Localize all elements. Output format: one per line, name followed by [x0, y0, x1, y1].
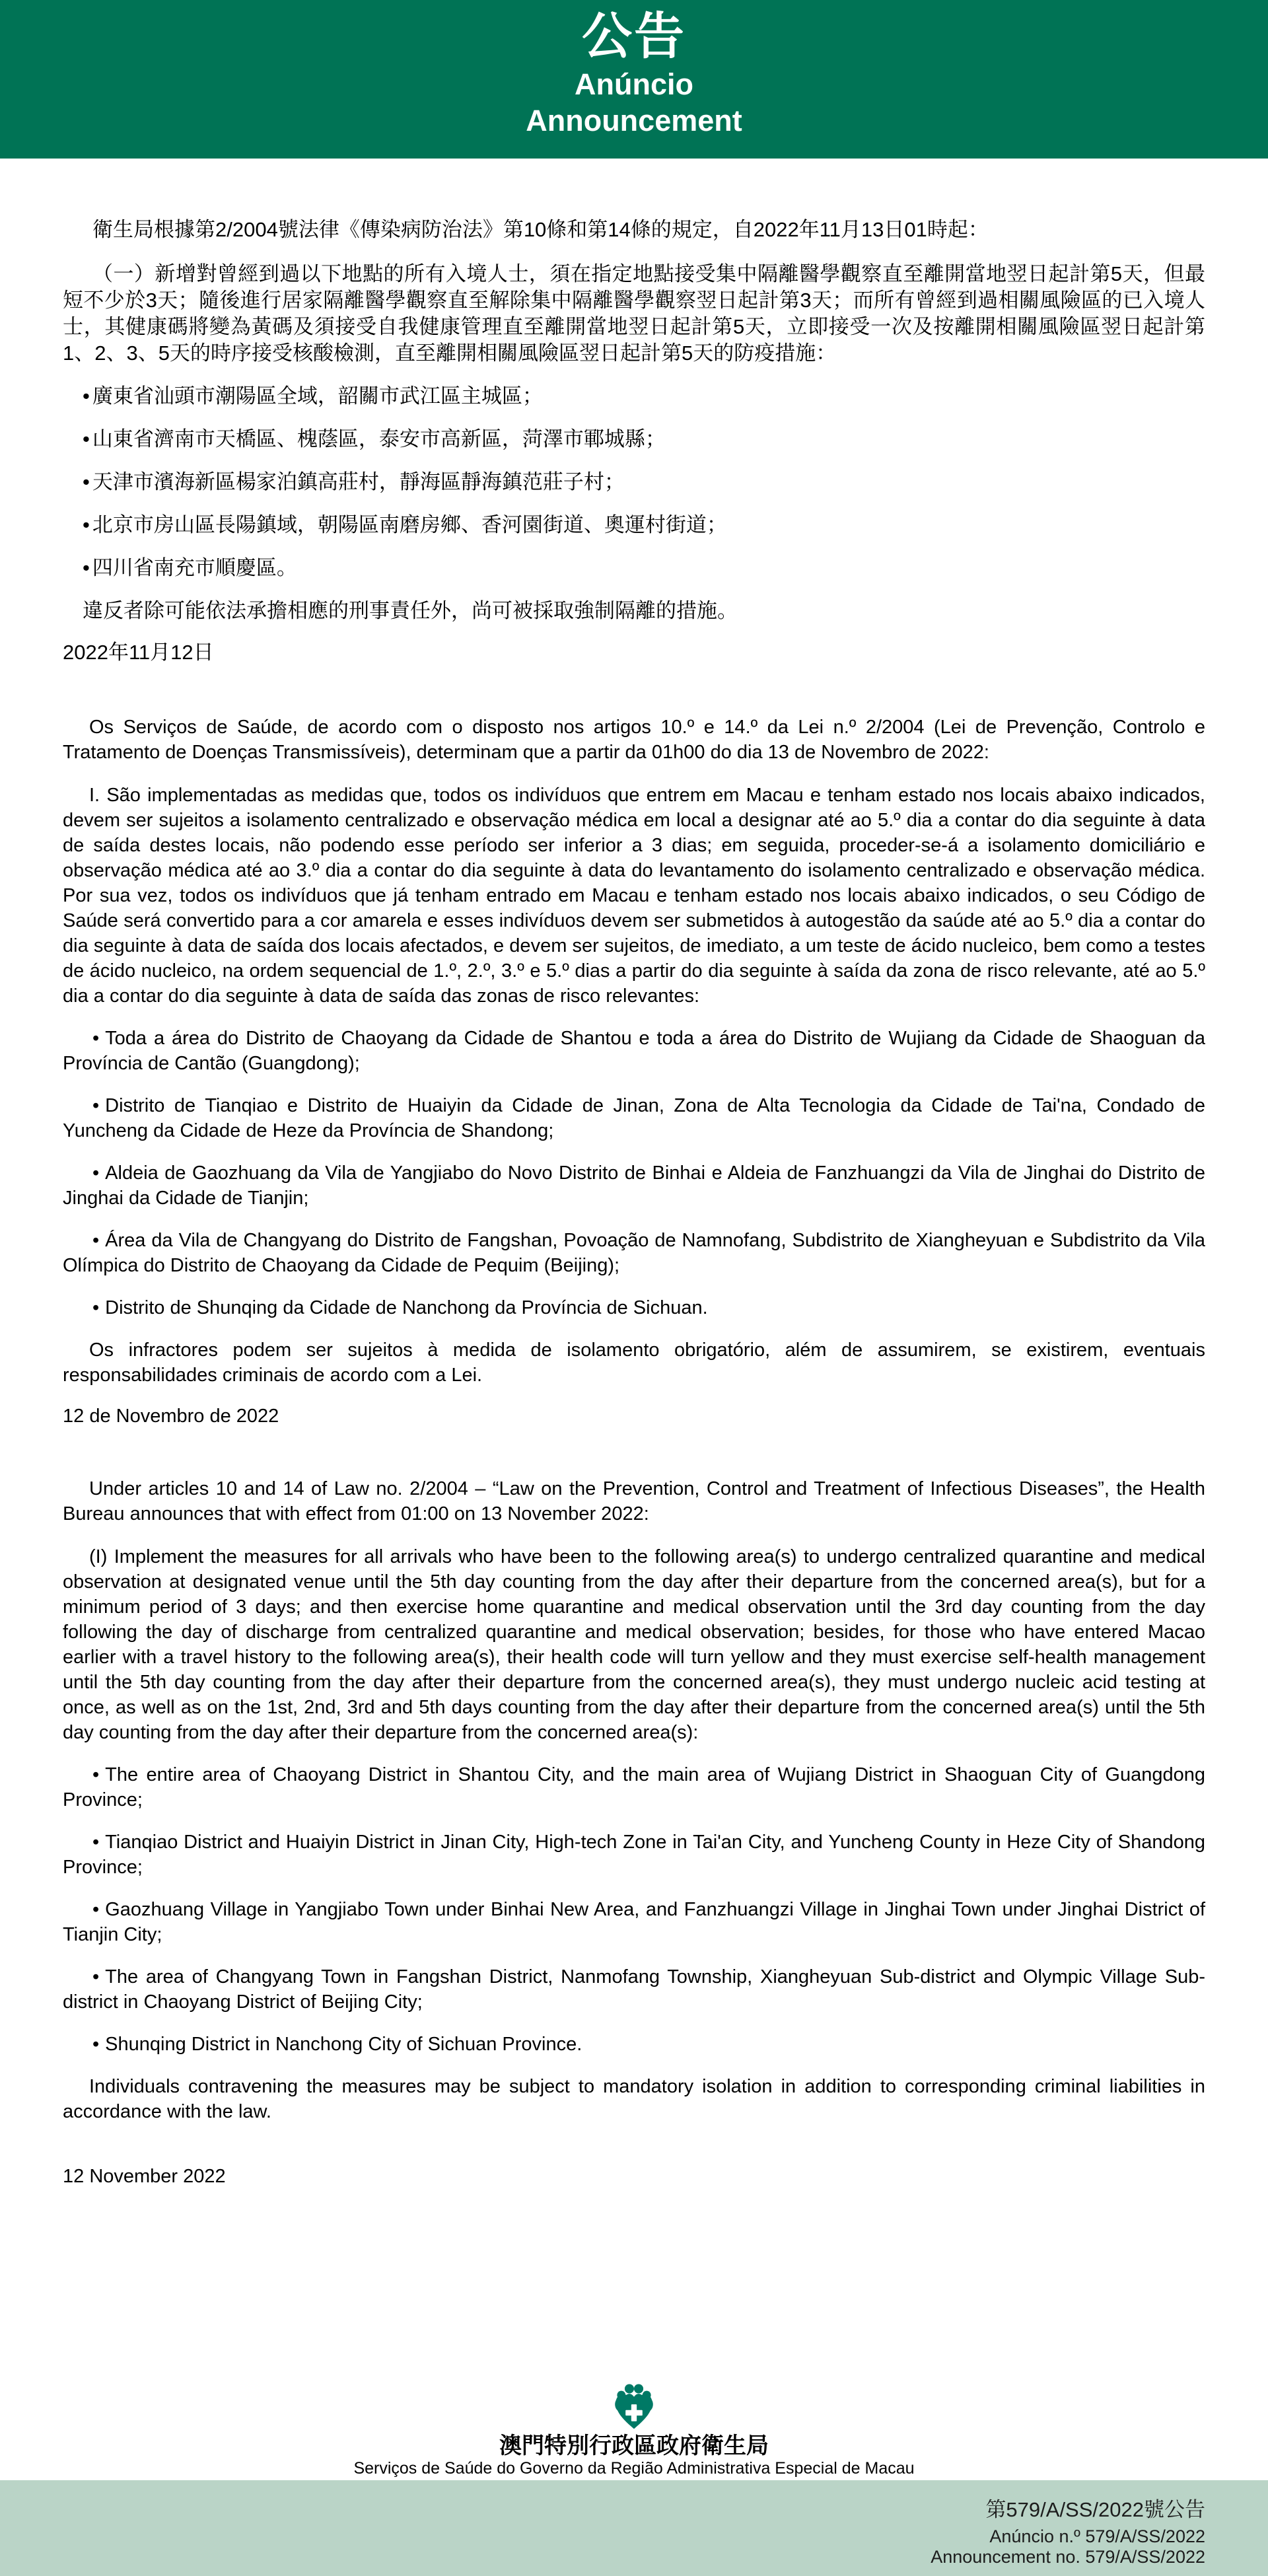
- en-measures-paragraph: (I) Implement the measures for all arrivals who have been to the following area(s) to undergo centralized quarantine and medical observation at designated venue until the 5th day counting from the day after their departure from the concerned area(s), but for a minimum period of 3 days; and then exercise home quarantine and medical observation until the 3rd day counting from the day following the day of discharge from centralized quarantine and medical observation; besides, for those who have entered Macao earlier with a travel history to the following area(s), their health code will turn yellow and they must exercise self-health management until the 5th day counting from the day after their departure from the concerned area(s), they must undergo nucleic acid testing at once, as well as on the 1st, 2nd, 3rd and 5th days counting from the day after their departure from the concerned area(s) until the 5th day counting from the day after their departure from the concerned area(s):: [63, 1546, 1205, 1743]
- bullet-icon: •: [92, 1966, 100, 1987]
- bullet-icon: •: [92, 1230, 100, 1251]
- zh-penalty-paragraph: 違反者除可能依法承擔相應的刑事責任外，尚可被採取強制隔離的措施。: [83, 599, 738, 622]
- bullet-icon: •: [92, 1163, 100, 1184]
- en-bullet-text: Gaozhuang Village in Yangjiabo Town under Binhai New Area, and Fanzhuangzi Village in Jinghai Town under Jinghai District of Tianjin City;: [63, 1899, 1205, 1945]
- pt-bullet-text: Toda a área do Distrito de Chaoyang da Cidade de Shantou e toda a área do Distrito de Wujiang da Cidade de Shaoguan da Província de Cantão (Guangdong);: [63, 1028, 1205, 1074]
- pt-bullet-item: [63, 1295, 1205, 1320]
- page-title-en: Announcement: [526, 104, 742, 137]
- en-bullet-text: The entire area of Chaoyang District in Shantou City, and the main area of Wujiang District in Shaoguan City of Guangdong Province;: [63, 1764, 1205, 1810]
- page-title-pt: Anúncio: [575, 67, 693, 101]
- announcement-number-block: [931, 2496, 1205, 2567]
- section-chinese: [63, 217, 1205, 666]
- pt-bullet-item: [63, 1161, 1205, 1211]
- page-title-zh: 公告: [582, 9, 686, 65]
- bureau-name-zh: 澳門特別行政區政府衛生局: [499, 2433, 769, 2458]
- en-bullet-item: [63, 1897, 1205, 1947]
- announcement-number-zh: 第579/A/SS/2022號公告: [985, 2498, 1205, 2521]
- zh-bullet-text: 山東省濟南市天橋區、槐蔭區，泰安市高新區，菏澤市鄆城縣；: [92, 427, 666, 450]
- bullet-icon: •: [92, 2034, 100, 2055]
- document-body: [0, 217, 1268, 2189]
- en-bullet-item: [63, 2032, 1205, 2057]
- zh-bullet-text: 北京市房山區長陽鎮域，朝陽區南磨房鄉、香河園街道、奧運村街道；: [92, 513, 727, 536]
- pt-measures-paragraph: I. São implementadas as medidas que, todos os indivíduos que entrem em Macau e tenham estado nos locais abaixo indicados, devem ser sujeitos a isolamento centralizado e observação médica em local a designar até ao 5.º dia a contar do dia seguinte à data de saída destes locais, não podendo esse período ser inferior a 3 dias; em seguida, proceder-se-á a isolamento domiciliário e observação médica até ao 3.º dia a contar do dia seguinte à data do levantamento do isolamento centralizado e observação médica. Por sua vez, todos os indivíduos que já tenham entrado em Macau e tenham estado nos locais abaixo indicados, o seu Código de Saúde será convertido para a cor amarela e esses indivíduos devem ser submetidos à autogestão da saúde até ao 5.º dia a contar do dia seguinte à data de saída dos locais afectados, e devem ser sujeitos, de imediato, a um teste de ácido nucleico, bem como a testes de ácido nucleico, na ordem sequencial de 1.º, 2.º, 3.º e 5.º dias a partir do dia seguinte à saída da zona de risco relevante, até ao 5.º dia a contar do dia seguinte à data de saída das zonas de risco relevantes:: [63, 785, 1205, 1007]
- section-portuguese: [63, 715, 1205, 1429]
- zh-intro-paragraph: 衛生局根據第2/2004號法律《傳染病防治法》第10條和第14條的規定，自2022年11月13日01時起：: [92, 218, 989, 241]
- pt-bullet-item: [63, 1093, 1205, 1143]
- pt-bullet-text: Distrito de Tianqiao e Distrito de Huaiyin da Cidade de Jinan, Zona de Alta Tecnologia da Cidade de Tai'na, Condado de Yuncheng da Cidade de Heze da Província de Shandong;: [63, 1095, 1205, 1141]
- bullet-icon: •: [92, 1899, 100, 1920]
- zh-bullet-item: [63, 555, 1205, 581]
- en-bullet-item: [63, 1964, 1205, 2015]
- bullet-icon: •: [83, 513, 90, 536]
- en-intro-paragraph: Under articles 10 and 14 of Law no. 2/2004 – “Law on the Prevention, Control and Treatment of Infectious Diseases”, the Health Bureau announces that with effect from 01:00 on 13 November 2022:: [63, 1478, 1205, 1524]
- en-bullet-text: Tianqiao District and Huaiyin District in Jinan City, High-tech Zone in Tai'an City, and Yuncheng County in Heze City of Shandong Province;: [63, 1832, 1205, 1878]
- en-bullet-item: [63, 1830, 1205, 1880]
- pt-bullet-text: Área da Vila de Changyang do Distrito de Fangshan, Povoação de Namnofang, Subdistrito de Xiangheyuan e Subdistrito da Vila Olímpica do Distrito de Chaoyang da Cidade de Pequim (Beijing);: [63, 1230, 1205, 1276]
- bureau-name-pt: Serviços de Saúde do Governo da Região Administrativa Especial de Macau: [353, 2459, 915, 2478]
- pt-bullet-item: [63, 1026, 1205, 1076]
- pt-date: 12 de Novembro de 2022: [63, 1406, 279, 1427]
- zh-measures-paragraph: （一）新增對曾經到過以下地點的所有入境人士，須在指定地點接受集中隔離醫學觀察直至離開當地翌日起計第5天，但最短不少於3天；隨後進行居家隔離醫學觀察直至解除集中隔離醫學觀察翌日起計第3天；而所有曾經到過相關風險區的已入境人士，其健康碼將變為黃碼及須接受自我健康管理直至離開當地翌日起計第5天，立即接受一次及按離開相關風險區翌日起計第1、2、3、5天的時序接受核酸檢測，直至離開相關風險區翌日起計第5天的防疫措施：: [63, 262, 1205, 365]
- zh-bullet-text: 四川省南充市順慶區。: [92, 556, 297, 579]
- pt-bullet-text: Distrito de Shunqing da Cidade de Nanchong da Província de Sichuan.: [105, 1297, 708, 1318]
- bullet-icon: •: [83, 384, 90, 408]
- zh-bullet-item: [63, 383, 1205, 410]
- announcement-number-en: Announcement no. 579/A/SS/2022: [931, 2547, 1205, 2567]
- pt-bullet-text: Aldeia de Gaozhuang da Vila de Yangjiabo do Novo Distrito de Binhai e Aldeia de Fanzhuangzi da Vila de Jinghai do Distrito de Jinghai da Cidade de Tianjin;: [63, 1163, 1205, 1209]
- bullet-icon: •: [83, 427, 90, 450]
- section-english: [63, 1476, 1205, 2189]
- footer-bureau-block: [0, 2382, 1268, 2480]
- en-date: 12 November 2022: [63, 2166, 226, 2187]
- bullet-icon: •: [92, 1095, 100, 1116]
- pt-intro-paragraph: Os Serviços de Saúde, de acordo com o disposto nos artigos 10.º e 14.º da Lei n.º 2/2004 (Lei de Prevenção, Controlo e Tratamento de Doenças Transmissíveis), determinam que a partir da 01h00 do dia 13 de Novembro de 2022:: [63, 717, 1205, 763]
- pt-bullet-item: [63, 1228, 1205, 1278]
- zh-bullet-text: 天津市濱海新區楊家泊鎮高莊村，靜海區靜海鎮范莊子村；: [92, 470, 625, 493]
- bullet-icon: •: [83, 556, 90, 579]
- en-bullet-text: Shunqing District in Nanchong City of Sichuan Province.: [105, 2034, 582, 2055]
- en-bullet-text: The area of Changyang Town in Fangshan District, Nanmofang Township, Xiangheyuan Sub-district and Olympic Village Sub-district in Chaoyang District of Beijing City;: [63, 1966, 1205, 2013]
- announcement-number-pt: Anúncio n.º 579/A/SS/2022: [989, 2526, 1205, 2546]
- bullet-icon: •: [92, 1764, 100, 1785]
- header-banner: [0, 0, 1268, 159]
- en-bullet-item: [63, 1762, 1205, 1812]
- zh-bullet-item: [63, 469, 1205, 495]
- pt-penalty-paragraph: Os infractores podem ser sujeitos à medida de isolamento obrigatório, além de assumirem, se existirem, eventuais responsabilidades criminais de acordo com a Lei.: [63, 1340, 1205, 1386]
- zh-bullet-text: 廣東省汕頭市潮陽區全域，韶關市武江區主城區；: [92, 384, 543, 408]
- bullet-icon: •: [83, 470, 90, 493]
- bullet-icon: •: [92, 1028, 100, 1049]
- zh-date: 2022年11月12日: [63, 641, 214, 664]
- zh-bullet-item: [63, 512, 1205, 538]
- bullet-icon: •: [92, 1832, 100, 1853]
- health-bureau-heart-cross-logo-icon: [613, 2382, 655, 2431]
- en-penalty-paragraph: Individuals contravening the measures may be subject to mandatory isolation in addition to corresponding criminal liabilities in accordance with the law.: [63, 2076, 1205, 2122]
- footer-band: [0, 2480, 1268, 2576]
- bullet-icon: •: [92, 1297, 100, 1318]
- zh-bullet-item: [63, 426, 1205, 452]
